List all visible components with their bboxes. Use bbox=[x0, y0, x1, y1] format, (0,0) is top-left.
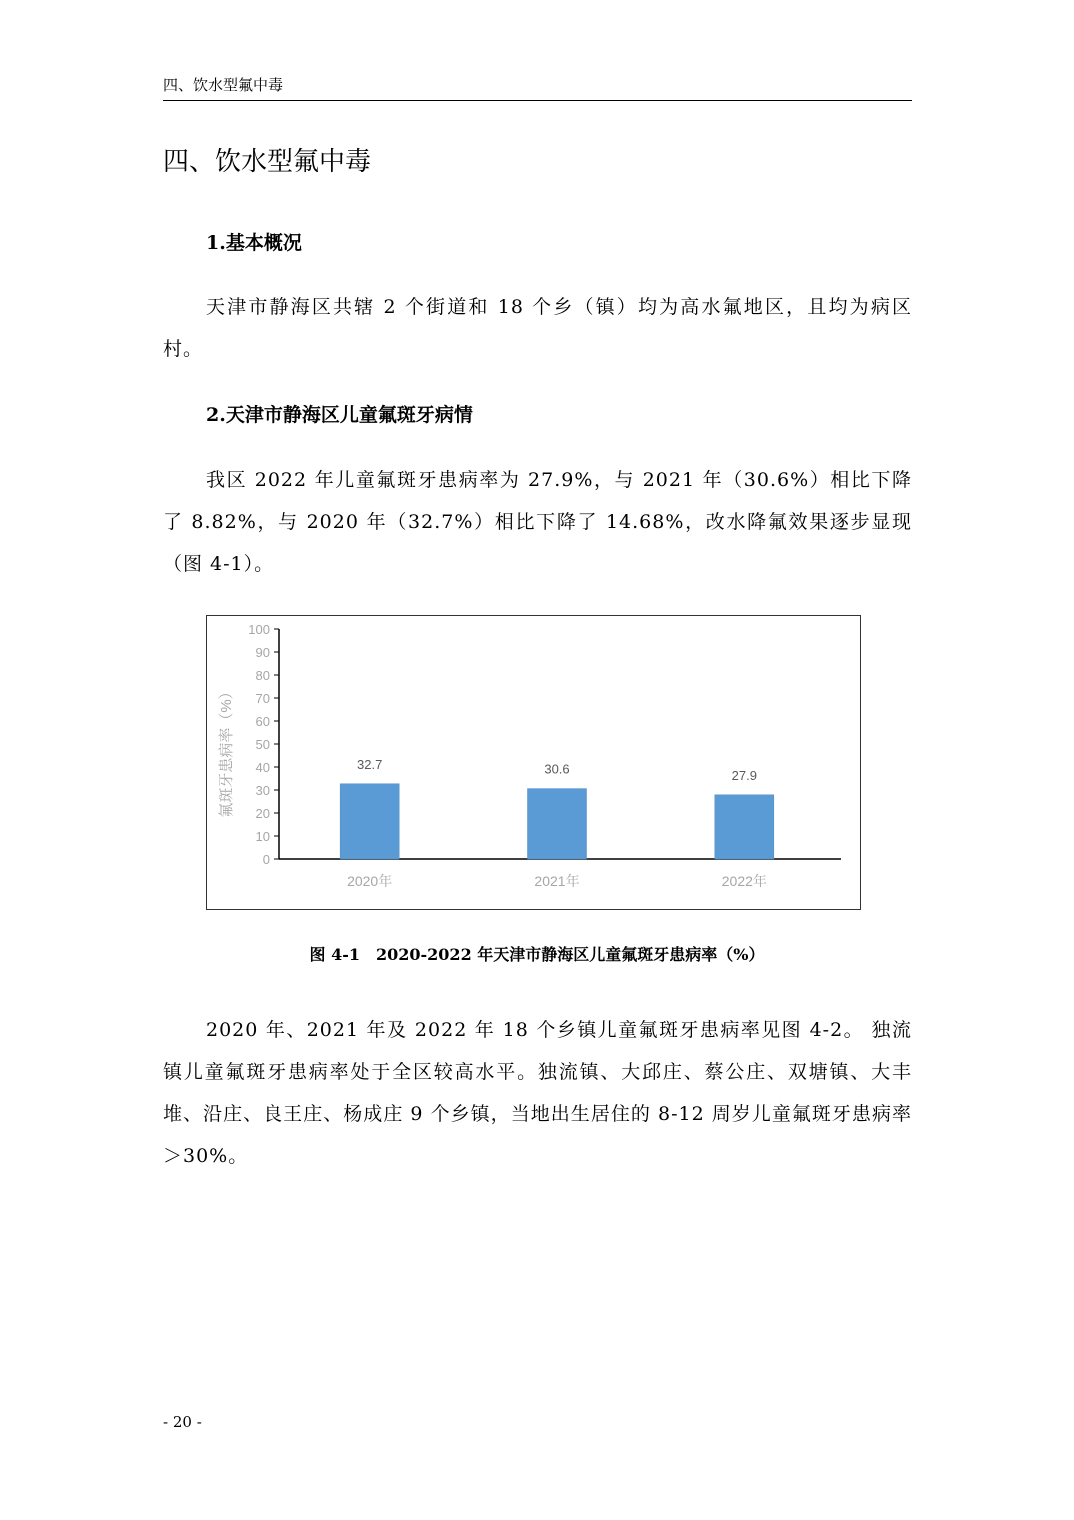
figure-caption: 图 4-1 2020-2022 年天津市静海区儿童氟斑牙患病率（%） bbox=[309, 945, 765, 964]
bar-value-label: 32.7 bbox=[357, 756, 383, 772]
paragraph-overview: 天津市静海区共辖 2 个街道和 18 个乡（镇）均为高水氟地区，且均为病区村。 bbox=[163, 296, 912, 360]
bar-value-label: 27.9 bbox=[731, 767, 757, 783]
section-title: 四、饮水型氟中毒 bbox=[163, 147, 372, 177]
bar bbox=[340, 784, 399, 859]
bar bbox=[715, 795, 774, 859]
y-tick-label: 0 bbox=[262, 852, 270, 867]
y-tick-label: 40 bbox=[255, 760, 270, 775]
x-category-label: 2020年 bbox=[347, 873, 393, 889]
paragraph-township-prevalence: 2020 年、2021 年及 2022 年 18 个乡镇儿童氟斑牙患病率见图 4-2。 独流镇儿童氟斑牙患病率处于全区较高水平。独流镇、大邱庄、蔡公庄、双塘镇、大丰堆、沿庄、良王庄、杨成庄 9 个乡镇，当地出生居住的 8-12 周岁儿童氟斑牙患病率＞30%。 bbox=[163, 1019, 912, 1167]
y-tick-label: 50 bbox=[255, 737, 270, 752]
x-category-label: 2022年 bbox=[721, 873, 767, 889]
y-tick-label: 20 bbox=[255, 806, 270, 821]
y-tick-label: 70 bbox=[255, 691, 270, 706]
bar-chart-figure bbox=[206, 615, 861, 910]
x-category-label: 2021年 bbox=[534, 873, 580, 889]
subheading-basic-overview: 1.基本概况 bbox=[206, 232, 302, 254]
bar-value-label: 30.6 bbox=[544, 761, 570, 777]
y-tick-label: 30 bbox=[255, 783, 270, 798]
bar bbox=[528, 789, 587, 859]
y-tick-label: 10 bbox=[255, 829, 270, 844]
y-axis-title: 氟斑牙患病率（%） bbox=[218, 684, 235, 818]
running-header bbox=[163, 76, 912, 101]
y-tick-label: 60 bbox=[255, 714, 270, 729]
y-tick-label: 100 bbox=[248, 622, 270, 637]
paragraph-prevalence: 我区 2022 年儿童氟斑牙患病率为 27.9%，与 2021 年（30.6%）相比下降了 8.82%，与 2020 年（32.7%）相比下降了 14.68%，改水降氟效果逐步显现（图 4-1）。 bbox=[163, 469, 912, 575]
page-number: - 20 - bbox=[163, 1413, 202, 1431]
running-header-title: 四、饮水型氟中毒 bbox=[163, 76, 284, 94]
bar-chart bbox=[207, 616, 862, 911]
subheading-fluorosis-status: 2.天津市静海区儿童氟斑牙病情 bbox=[206, 404, 473, 426]
y-tick-label: 80 bbox=[255, 668, 270, 683]
y-tick-label: 90 bbox=[255, 645, 270, 660]
